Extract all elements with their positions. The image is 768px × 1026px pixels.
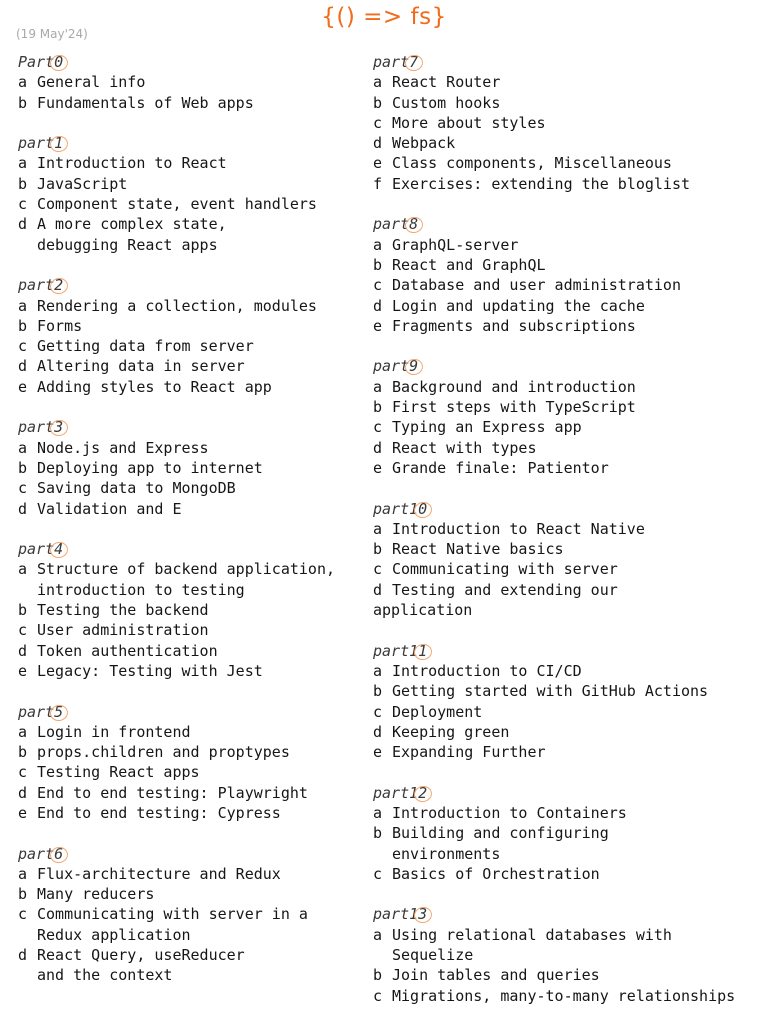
chapter-title: Basics of Orchestration	[392, 864, 600, 883]
part-section-1	[18, 133, 368, 255]
chapter-title: props.children and proptypes	[37, 743, 290, 762]
chapter-letter: d	[373, 134, 383, 153]
chapter-letter: b	[373, 682, 383, 701]
chapter-title: Adding styles to React app	[37, 377, 272, 396]
chapter-title: Class components, Miscellaneous	[392, 154, 672, 173]
chapter-title: Communicating with server	[392, 560, 618, 579]
chapter-list	[18, 722, 368, 823]
chapter-letter: c	[373, 986, 383, 1005]
chapter-item[interactable]	[373, 377, 765, 397]
chapter-title: Fragments and subscriptions	[392, 316, 636, 335]
part-prefix: part	[18, 418, 55, 437]
chapter-letter: a	[373, 235, 383, 254]
chapter-title: First steps with TypeScript	[392, 398, 636, 417]
chapter-letter: b	[18, 93, 28, 112]
chapter-title: React with types	[392, 438, 537, 457]
chapter-letter: application	[373, 601, 473, 620]
chapter-item[interactable]	[18, 884, 368, 904]
chapter-title: JavaScript	[37, 174, 128, 193]
chapter-letter: e	[373, 458, 383, 477]
part-prefix: part	[373, 215, 410, 234]
chapter-title: A more complex state,	[37, 215, 227, 234]
chapter-item[interactable]	[18, 356, 368, 376]
part-prefix: part	[373, 499, 410, 518]
part-section-6	[18, 844, 368, 986]
chapter-letter: e	[18, 803, 28, 822]
part-number: 0	[54, 53, 64, 71]
part-number: 6	[54, 844, 64, 863]
part-number: 3	[54, 418, 64, 437]
chapter-letter: e	[373, 316, 383, 335]
chapter-letter: d	[373, 438, 383, 457]
part-section-12	[373, 783, 765, 884]
chapter-letter: f	[373, 174, 383, 193]
chapter-item[interactable]	[373, 539, 765, 559]
chapter-item[interactable]	[373, 113, 765, 133]
chapter-item[interactable]	[373, 925, 765, 945]
chapter-letter: c	[373, 702, 383, 721]
part-section-10	[373, 499, 765, 621]
date-label: (19 May'24)	[16, 27, 88, 41]
chapter-letter: a	[18, 722, 28, 741]
chapter-item[interactable]	[18, 925, 368, 945]
chapter-title: Saving data to MongoDB	[37, 479, 236, 498]
chapter-title: GraphQL-server	[392, 235, 519, 254]
chapter-letter: b	[18, 316, 28, 335]
chapter-item[interactable]	[373, 133, 765, 153]
chapter-item[interactable]	[373, 316, 765, 336]
chapter-title: Typing an Express app	[392, 418, 582, 437]
chapter-letter: a	[18, 864, 28, 883]
chapter-title: Custom hooks	[392, 93, 501, 112]
chapter-letter: c	[18, 337, 28, 356]
chapter-list	[373, 803, 765, 884]
chapter-item[interactable]	[18, 72, 368, 92]
chapter-title: Getting data from server	[37, 337, 254, 356]
chapter-title: Fundamentals of Web apps	[37, 93, 254, 112]
chapter-list	[18, 559, 368, 681]
chapter-letter: a	[18, 438, 28, 457]
chapter-letter: b	[18, 743, 28, 762]
chapter-item[interactable]	[18, 336, 368, 356]
chapter-list	[373, 235, 765, 336]
chapter-letter: d	[18, 946, 28, 965]
chapter-item[interactable]	[373, 600, 765, 620]
part-number: 13	[409, 905, 428, 924]
chapter-item[interactable]	[373, 722, 765, 742]
chapter-item[interactable]	[373, 580, 765, 600]
chapter-item[interactable]	[373, 559, 765, 579]
part-section-11	[373, 641, 765, 763]
chapter-letter: c	[373, 418, 383, 437]
chapter-item[interactable]	[373, 681, 765, 701]
chapter-title: Join tables and queries	[392, 966, 600, 985]
chapter-title: Testing and extending our	[392, 580, 618, 599]
chapter-letter: d	[18, 215, 28, 234]
chapter-list	[373, 72, 765, 194]
part-section-8	[373, 214, 765, 336]
part-prefix: part	[18, 702, 55, 721]
part-title[interactable]	[373, 214, 765, 234]
chapter-item[interactable]	[373, 174, 765, 194]
chapter-letter: b	[373, 93, 383, 112]
chapter-list	[18, 153, 368, 254]
chapter-title: Deploying app to internet	[37, 458, 263, 477]
chapter-item[interactable]	[18, 93, 368, 113]
part-section-3	[18, 417, 368, 518]
chapter-letter: d	[373, 580, 383, 599]
part-prefix: part	[18, 540, 55, 559]
chapter-item[interactable]	[18, 559, 368, 579]
chapter-letter: c	[18, 621, 28, 640]
chapter-letter: a	[373, 661, 383, 680]
chapter-letter: c	[18, 479, 28, 498]
chapter-title: Exercises: extending the bloglist	[392, 174, 691, 193]
chapter-title: Testing React apps	[37, 763, 200, 782]
chapter-title: React and GraphQL	[392, 255, 546, 274]
chapter-item[interactable]	[18, 580, 368, 600]
part-section-4	[18, 539, 368, 681]
chapter-title: General info	[37, 73, 146, 92]
part-number: 8	[409, 215, 419, 234]
chapter-item[interactable]	[18, 762, 368, 782]
chapter-item[interactable]	[373, 275, 765, 295]
chapter-title: Deployment	[392, 702, 483, 721]
chapter-title: introduction to testing	[37, 580, 245, 599]
chapter-letter: e	[18, 377, 28, 396]
part-title[interactable]	[373, 52, 765, 72]
chapter-letter: a	[373, 803, 383, 822]
chapter-title: Database and user administration	[392, 276, 681, 295]
chapter-letter: e	[373, 154, 383, 173]
chapter-title: environments	[392, 844, 501, 863]
chapter-list	[18, 864, 368, 986]
chapter-letter: c	[373, 560, 383, 579]
chapter-title: Keeping green	[392, 722, 510, 741]
chapter-item[interactable]	[373, 255, 765, 275]
chapter-letter: b	[373, 824, 383, 843]
chapter-letter: b	[373, 255, 383, 274]
chapter-item[interactable]	[373, 945, 765, 965]
chapter-item[interactable]	[373, 417, 765, 437]
chapter-item[interactable]	[18, 214, 368, 234]
left-column	[18, 52, 368, 1006]
chapter-title: Rendering a collection, modules	[37, 296, 317, 315]
chapter-title: React Router	[392, 73, 501, 92]
part-title[interactable]	[18, 417, 368, 437]
part-number: 4	[54, 540, 64, 559]
chapter-item[interactable]	[373, 235, 765, 255]
chapter-title: Expanding Further	[392, 743, 546, 762]
chapter-letter: b	[18, 458, 28, 477]
chapter-title: Communicating with server in a	[37, 905, 308, 924]
chapter-title: Token authentication	[37, 641, 218, 660]
chapter-title: React Native basics	[392, 540, 564, 559]
chapter-item[interactable]	[373, 702, 765, 722]
part-title[interactable]	[18, 52, 368, 72]
chapter-item[interactable]	[373, 519, 765, 539]
chapter-letter: d	[373, 296, 383, 315]
chapter-letter: d	[18, 357, 28, 376]
chapter-item[interactable]	[373, 986, 765, 1006]
chapter-item[interactable]	[373, 742, 765, 762]
chapter-item[interactable]	[18, 600, 368, 620]
chapter-item[interactable]	[18, 965, 368, 985]
part-title[interactable]	[18, 275, 368, 295]
chapter-item[interactable]	[18, 945, 368, 965]
chapter-letter: c	[18, 763, 28, 782]
chapter-item[interactable]	[373, 823, 765, 843]
part-title[interactable]	[373, 904, 765, 924]
chapter-letter: e	[373, 743, 383, 762]
part-section-5	[18, 702, 368, 824]
chapter-item[interactable]	[373, 153, 765, 173]
chapter-item[interactable]	[18, 641, 368, 661]
chapter-title: Introduction to React	[37, 154, 227, 173]
chapter-letter: b	[18, 885, 28, 904]
chapter-item[interactable]	[373, 803, 765, 823]
chapter-title: Legacy: Testing with Jest	[37, 661, 263, 680]
part-number: 1	[54, 134, 64, 153]
chapter-title: Webpack	[392, 134, 456, 153]
chapter-title: Many reducers	[37, 885, 155, 904]
chapter-title: Altering data in server	[37, 357, 245, 376]
chapter-letter: e	[18, 661, 28, 680]
part-prefix: part	[373, 357, 410, 376]
part-section-9	[373, 356, 765, 478]
chapter-title: Migrations, many-to-many relationships	[392, 986, 736, 1005]
chapter-item[interactable]	[18, 153, 368, 173]
chapter-letter: a	[18, 154, 28, 173]
chapter-title: Building and configuring	[392, 824, 609, 843]
chapter-letter: a	[18, 296, 28, 315]
part-number: 12	[409, 783, 428, 802]
part-section-7	[373, 52, 765, 194]
part-number: 9	[409, 357, 419, 376]
chapter-title: End to end testing: Cypress	[37, 803, 281, 822]
chapter-title: Background and introduction	[392, 377, 636, 396]
chapter-title: Component state, event handlers	[37, 195, 317, 214]
chapter-title: debugging React apps	[37, 235, 218, 254]
chapter-list	[18, 296, 368, 397]
chapter-letter: a	[373, 925, 383, 944]
chapter-letter: c	[18, 905, 28, 924]
chapter-title: Using relational databases with	[392, 925, 672, 944]
chapter-letter: b	[18, 601, 28, 620]
part-prefix: part	[373, 783, 410, 802]
part-prefix: part	[373, 53, 410, 71]
part-title[interactable]	[18, 702, 368, 722]
part-title[interactable]	[373, 641, 765, 661]
part-section-13	[373, 904, 765, 1005]
part-title[interactable]	[373, 356, 765, 376]
chapter-title: Validation and E	[37, 499, 182, 518]
chapter-title: Login and updating the cache	[392, 296, 645, 315]
chapter-letter: d	[18, 641, 28, 660]
part-title[interactable]	[373, 499, 765, 519]
chapter-item[interactable]	[373, 661, 765, 681]
part-prefix: Part	[18, 53, 55, 71]
chapter-list	[18, 72, 368, 113]
chapter-item[interactable]	[18, 620, 368, 640]
chapter-letter: a	[373, 73, 383, 92]
chapter-item[interactable]	[373, 458, 765, 478]
chapter-letter: c	[18, 195, 28, 214]
chapter-list	[373, 377, 765, 478]
chapter-item[interactable]	[18, 174, 368, 194]
chapter-title: Forms	[37, 316, 83, 335]
chapter-title: Node.js and Express	[37, 438, 209, 457]
chapter-title: End to end testing: Playwright	[37, 783, 308, 802]
chapter-title: Introduction to React Native	[392, 519, 645, 538]
chapter-item[interactable]	[373, 296, 765, 316]
right-column	[373, 52, 765, 1026]
chapter-title: Redux application	[37, 925, 191, 944]
chapter-item[interactable]	[18, 783, 368, 803]
chapter-item[interactable]	[373, 397, 765, 417]
chapter-list	[373, 519, 765, 620]
chapter-title: Structure of backend application,	[37, 560, 336, 579]
chapter-title: Testing the backend	[37, 601, 209, 620]
chapter-item[interactable]	[18, 742, 368, 762]
chapter-item[interactable]	[18, 194, 368, 214]
chapter-item[interactable]	[18, 316, 368, 336]
chapter-letter: c	[373, 276, 383, 295]
chapter-item[interactable]	[373, 965, 765, 985]
chapter-title: Getting started with GitHub Actions	[392, 682, 709, 701]
part-prefix: part	[18, 844, 55, 863]
chapter-title: and the context	[37, 966, 173, 985]
part-section-2	[18, 275, 368, 397]
chapter-item[interactable]	[18, 458, 368, 478]
part-prefix: part	[18, 276, 55, 295]
chapter-letter: d	[18, 499, 28, 518]
chapter-title: User administration	[37, 621, 209, 640]
chapter-title: React Query, useReducer	[37, 946, 245, 965]
chapter-title: Introduction to Containers	[392, 803, 627, 822]
chapter-item[interactable]	[18, 478, 368, 498]
chapter-item[interactable]	[373, 72, 765, 92]
chapter-letter: a	[18, 73, 28, 92]
chapter-title: Introduction to CI/CD	[392, 661, 582, 680]
chapter-item[interactable]	[18, 438, 368, 458]
chapter-title: Flux-architecture and Redux	[37, 864, 281, 883]
chapter-letter: d	[373, 722, 383, 741]
chapter-letter: b	[373, 966, 383, 985]
chapter-letter: b	[18, 174, 28, 193]
chapter-list	[373, 661, 765, 762]
chapter-letter: b	[373, 540, 383, 559]
chapter-item[interactable]	[373, 864, 765, 884]
chapter-letter: c	[373, 864, 383, 883]
chapter-list	[373, 925, 765, 1006]
part-title[interactable]	[18, 539, 368, 559]
chapter-item[interactable]	[18, 722, 368, 742]
chapter-item[interactable]	[373, 844, 765, 864]
chapter-letter: d	[18, 783, 28, 802]
chapter-letter: a	[18, 560, 28, 579]
chapter-letter: c	[373, 113, 383, 132]
part-prefix: part	[18, 134, 55, 153]
chapter-item[interactable]	[373, 93, 765, 113]
chapter-item[interactable]	[18, 499, 368, 519]
part-title[interactable]	[18, 844, 368, 864]
chapter-item[interactable]	[18, 235, 368, 255]
part-number: 10	[409, 499, 428, 518]
part-title[interactable]	[18, 133, 368, 153]
chapter-title: Grande finale: Patientor	[392, 458, 609, 477]
chapter-item[interactable]	[18, 296, 368, 316]
chapter-title: Login in frontend	[37, 722, 191, 741]
part-number: 7	[409, 53, 419, 71]
chapter-item[interactable]	[373, 438, 765, 458]
chapter-letter: b	[373, 398, 383, 417]
chapter-letter: a	[373, 377, 383, 396]
part-section-0	[18, 52, 368, 113]
part-prefix: part	[373, 641, 410, 660]
chapter-list	[18, 438, 368, 519]
part-title[interactable]	[373, 783, 765, 803]
part-number: 5	[54, 702, 64, 721]
chapter-item[interactable]	[18, 661, 368, 681]
chapter-title: More about styles	[392, 113, 546, 132]
course-logo: {() => fs}	[321, 4, 447, 30]
part-number: 11	[409, 641, 428, 660]
chapter-item[interactable]	[18, 864, 368, 884]
chapter-item[interactable]	[18, 904, 368, 924]
chapter-item[interactable]	[18, 377, 368, 397]
chapter-letter: a	[373, 519, 383, 538]
chapter-item[interactable]	[18, 803, 368, 823]
part-number: 2	[54, 276, 64, 295]
chapter-title: Sequelize	[392, 946, 474, 965]
part-prefix: part	[373, 905, 410, 924]
